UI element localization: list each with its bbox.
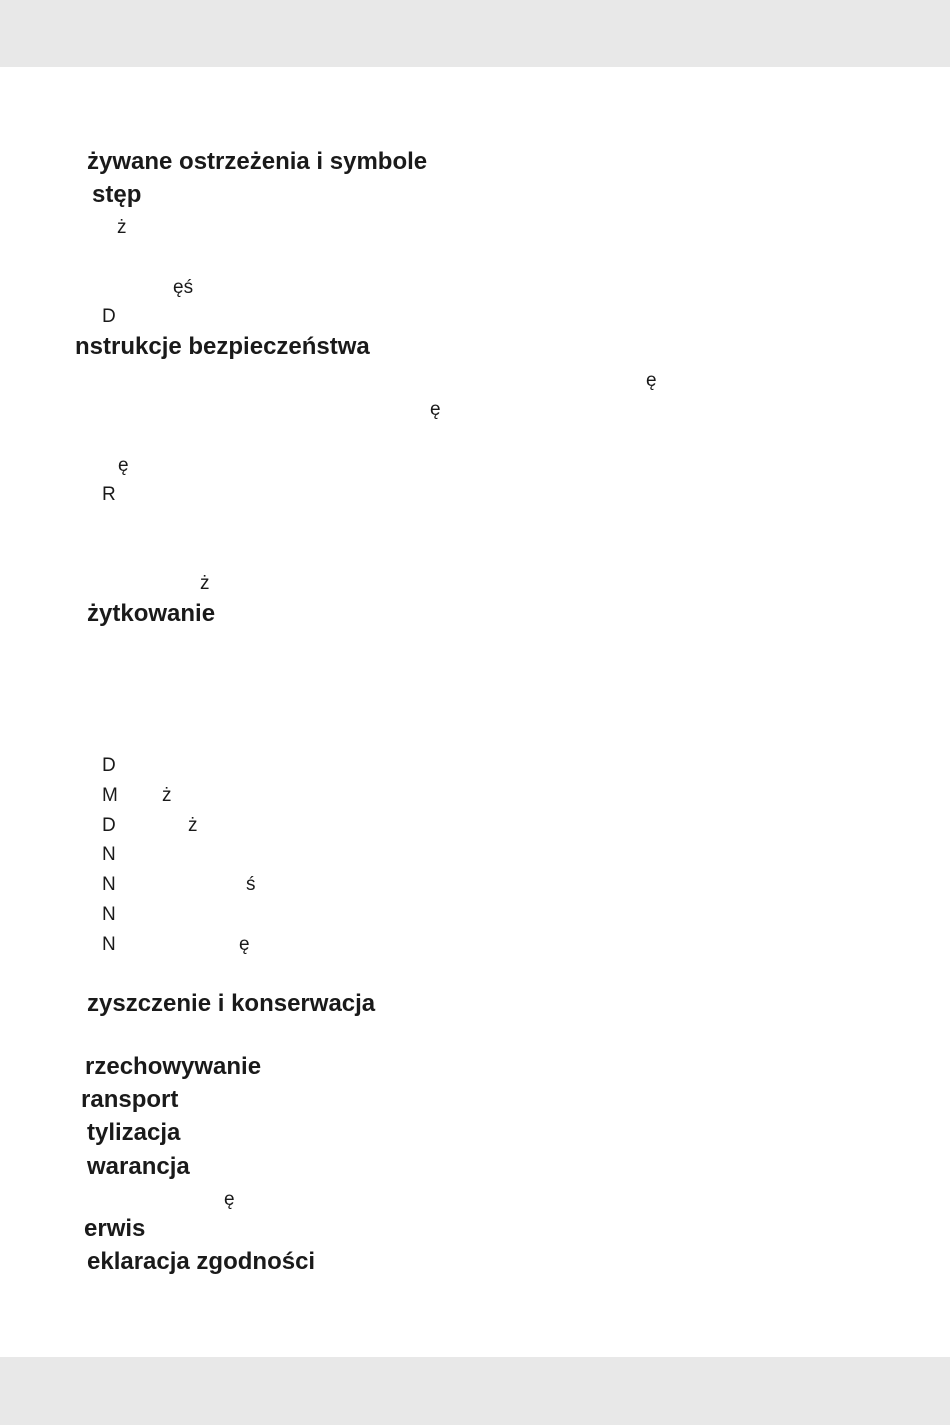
text-fragment: ż [117, 217, 127, 238]
heading-service: erwis [84, 1215, 146, 1242]
heading-disposal: tylizacja [87, 1119, 181, 1146]
text-fragment: N [102, 904, 116, 925]
heading-introduction: stęp [92, 181, 142, 208]
heading-cleaning-maintenance: zyszczenie i konserwacja [87, 990, 376, 1017]
heading-transport: ransport [81, 1086, 179, 1113]
top-band [0, 0, 950, 67]
heading-safety-instructions: nstrukcje bezpieczeństwa [75, 333, 370, 360]
text-fragment: ę [430, 399, 441, 420]
text-fragment: R [102, 484, 116, 505]
text-fragment: M [102, 785, 118, 806]
text-fragment: N [102, 874, 116, 895]
text-fragment: ę [118, 455, 129, 476]
text-fragment: N [102, 844, 116, 865]
text-fragment: ż [188, 815, 198, 836]
text-fragment: ę [224, 1189, 235, 1210]
text-fragment: D [102, 815, 116, 836]
text-fragment: ę [646, 370, 657, 391]
heading-usage: żytkowanie [87, 600, 216, 627]
heading-warnings-symbols: żywane ostrzeżenia i symbole [87, 148, 428, 175]
heading-declaration-conformity: eklaracja zgodności [87, 1248, 316, 1275]
text-fragment: ęś [173, 277, 194, 298]
text-fragment: D [102, 306, 116, 327]
text-fragment: ę [239, 934, 250, 955]
text-fragment: N [102, 934, 116, 955]
heading-warranty: warancja [87, 1153, 190, 1180]
text-fragment: D [102, 755, 116, 776]
bottom-band [0, 1357, 950, 1425]
text-fragment: ś [246, 874, 256, 895]
heading-storage: rzechowywanie [85, 1053, 262, 1080]
text-fragment: ż [200, 573, 210, 594]
text-fragment: ż [162, 785, 172, 806]
